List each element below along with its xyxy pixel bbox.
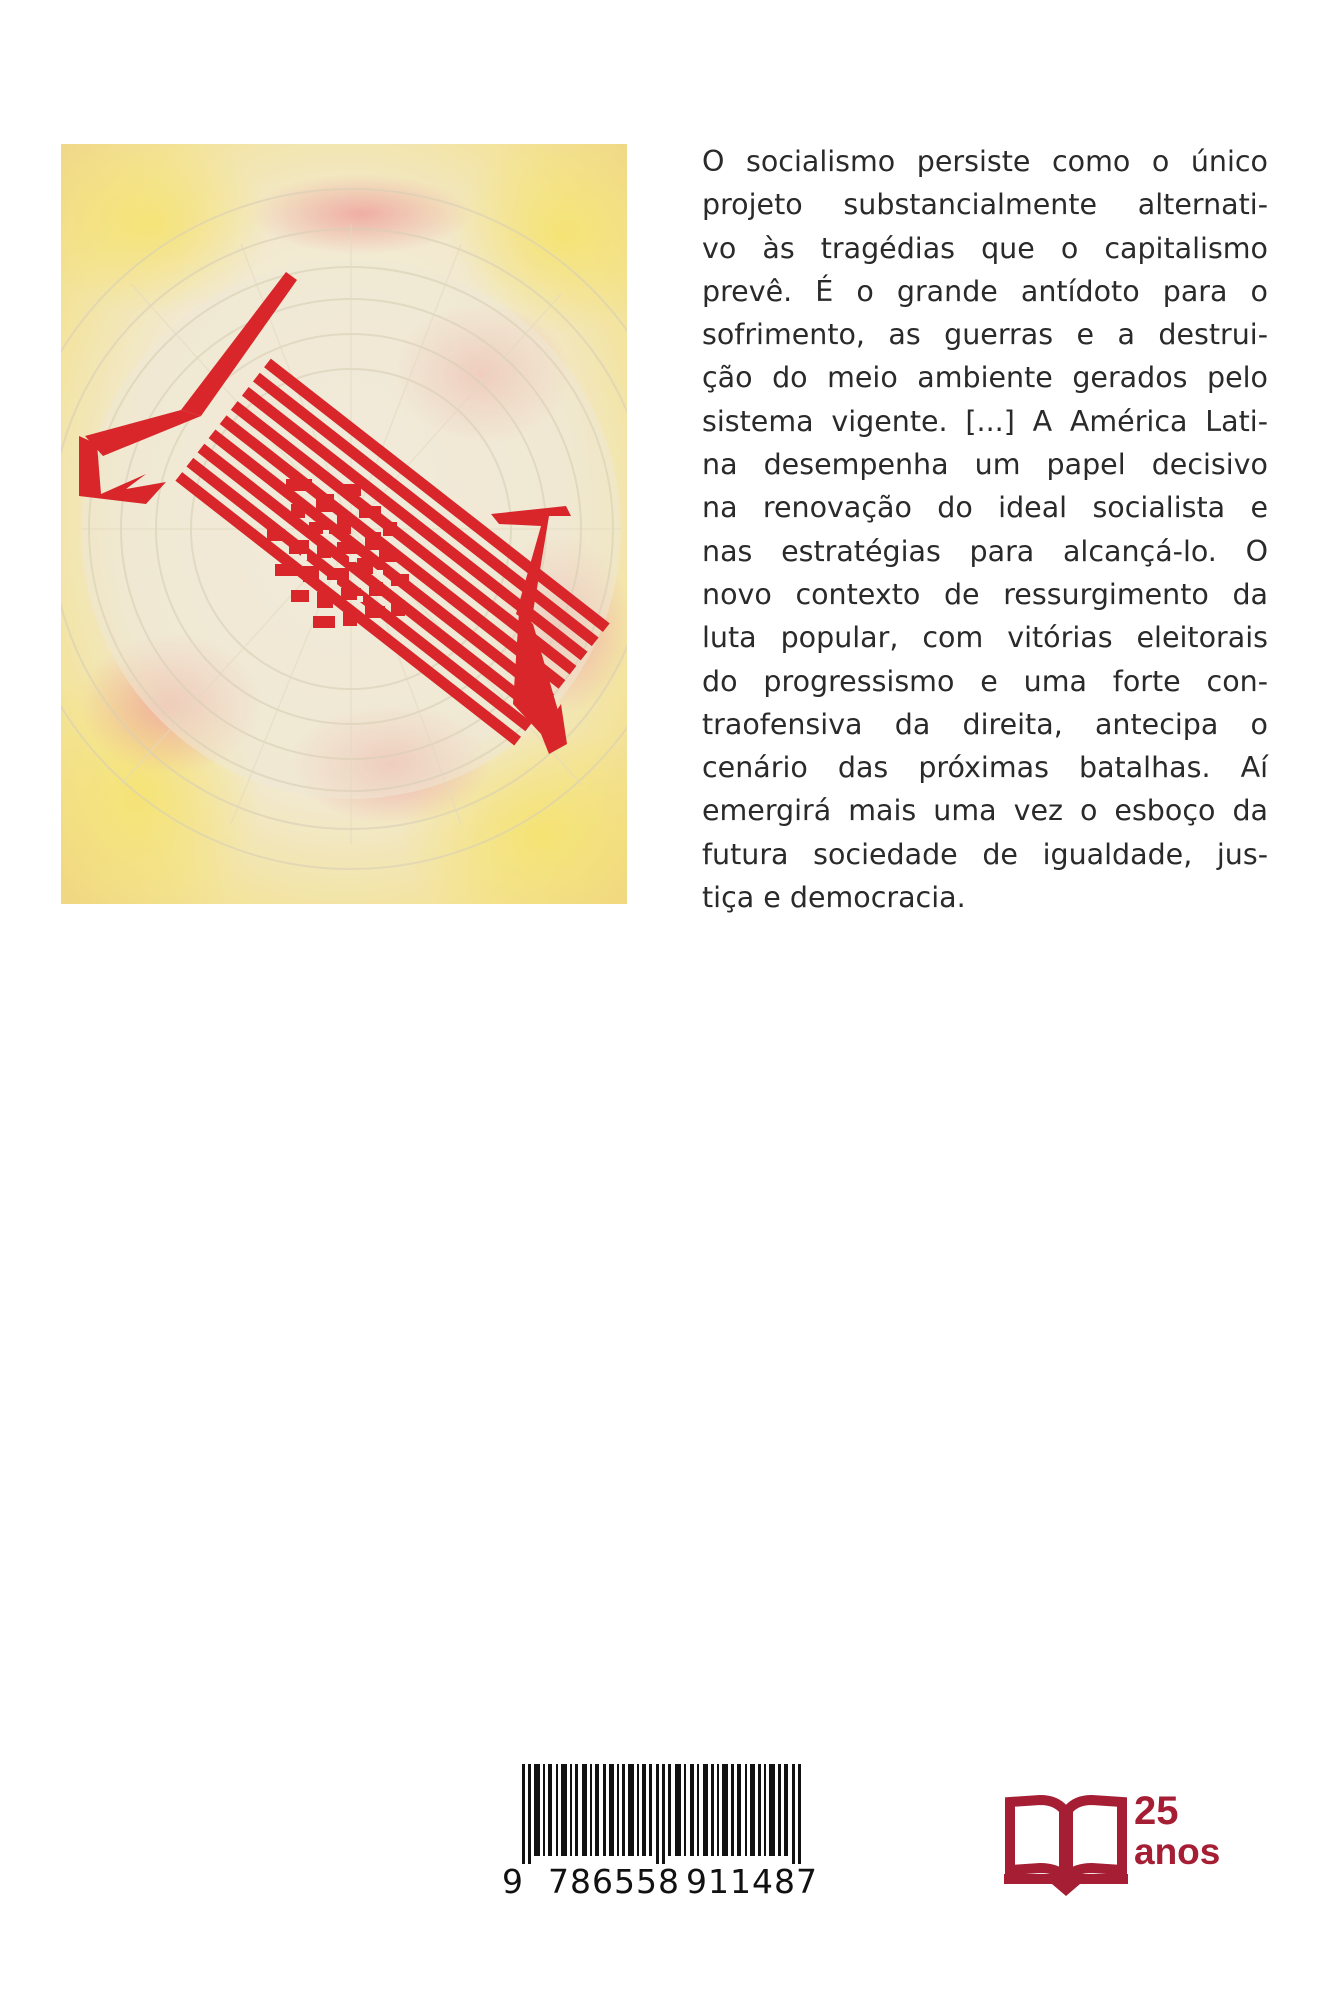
blurb-line: na renovação do ideal socialista e [702,491,1268,525]
painting-icon [61,144,627,904]
blurb-line: sistema vigente. [...] A América Lati- [702,404,1268,438]
isbn-barcode [500,1764,830,1904]
blurb-line: sofrimento, as guerras e a destrui- [702,318,1268,352]
blurb-line: ção do meio ambiente gerados pelo [702,361,1268,395]
isbn-right-digits: 911487 [686,1862,818,1901]
blurb-line: novo contexto de ressurgimento da [702,577,1268,611]
back-cover-blurb [702,140,1268,919]
blurb-line: vo às tragédias que o capitalismo [702,231,1268,265]
blurb-line: emergirá mais uma vez o esboço da [702,794,1268,828]
blurb-line: O socialismo persiste como o único [702,145,1268,178]
blurb-line: do progressismo e uma forte con- [702,664,1268,698]
isbn-digits [500,1862,830,1902]
blurb-line: prevê. É o grande antídoto para o [702,274,1268,308]
blurb-line: traofensiva da direita, antecipa o [702,707,1268,741]
logo-number: 25 [1134,1789,1179,1833]
logo-word: anos [1134,1831,1221,1872]
blurb-line: luta popular, com vitórias eleitorais [702,621,1268,655]
blurb-line: na desempenha um papel decisivo [702,448,1268,482]
cover-artwork [61,144,627,904]
blurb-line: projeto substancialmente alternati- [702,188,1268,222]
open-book-icon [1004,1790,1128,1896]
isbn-left-digits: 786558 [548,1862,680,1901]
blurb-line: tiça e democracia. [702,881,966,915]
barcode-icon [500,1764,830,1864]
blurb-line: futura sociedade de igualdade, jus- [702,837,1268,871]
isbn-lead-digit: 9 [502,1862,524,1901]
blurb-line: cenário das próximas batalhas. Aí [702,751,1268,785]
blurb-line: nas estratégias para alcançá-lo. O [702,534,1268,568]
anniversary-logo [1004,1790,1244,1900]
